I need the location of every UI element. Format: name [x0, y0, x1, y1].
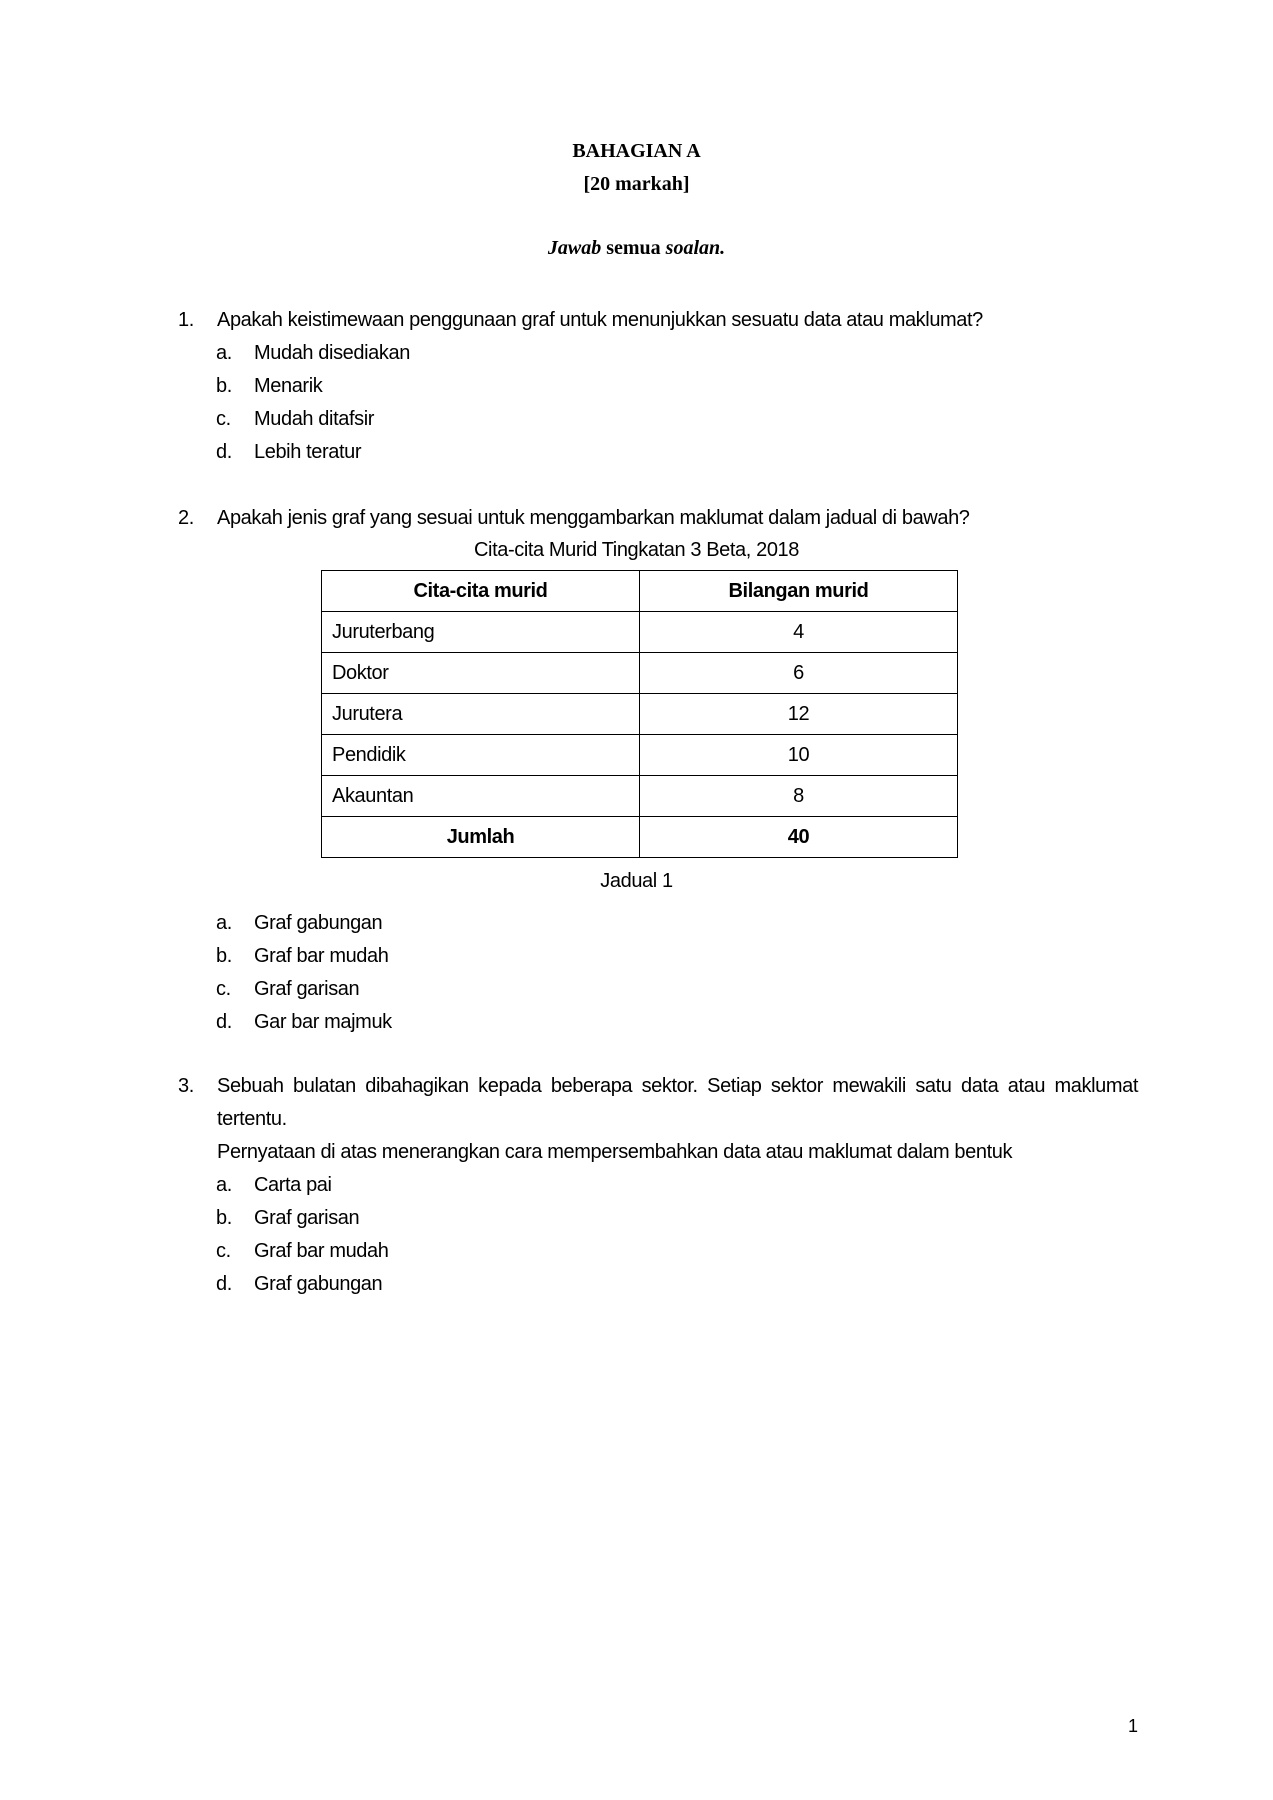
cell-career: Jurutera	[322, 694, 640, 735]
section-title: BAHAGIAN A	[572, 140, 701, 162]
option-d	[178, 436, 1138, 469]
question-stem-2: Pernyataan di atas menerangkan cara mempersembahkan data atau maklumat dalam bentuk	[217, 1141, 1013, 1163]
instruction-word-soalan: soalan.	[665, 237, 726, 259]
option-text: Menarik	[254, 375, 323, 397]
option-a	[178, 337, 1138, 370]
question-2-options	[178, 907, 1138, 1039]
cell-count: 12	[640, 694, 958, 735]
option-letter: b.	[216, 1207, 232, 1229]
instruction-word-semua: semua	[601, 237, 666, 259]
option-letter: a.	[216, 342, 232, 364]
option-d	[178, 1268, 1138, 1301]
option-letter: d.	[216, 1273, 232, 1295]
option-letter: c.	[216, 408, 231, 430]
cell-count: 8	[640, 776, 958, 817]
option-a	[178, 1169, 1138, 1202]
option-b	[178, 940, 1138, 973]
table-row	[322, 776, 958, 817]
option-text: Graf bar mudah	[254, 1240, 389, 1262]
question-1	[178, 304, 1138, 469]
section-marks: [20 markah]	[583, 173, 690, 195]
question-stem: Apakah jenis graf yang sesuai untuk menggambarkan maklumat dalam jadual di bawah?	[217, 507, 970, 529]
cell-career: Akauntan	[322, 776, 640, 817]
question-number: 3.	[178, 1075, 194, 1097]
option-text: Mudah disediakan	[254, 342, 410, 364]
cell-career: Juruterbang	[322, 612, 640, 653]
option-letter: a.	[216, 1174, 232, 1196]
table-row	[322, 653, 958, 694]
question-stem: Apakah keistimewaan penggunaan graf untuk menunjukkan sesuatu data atau maklumat?	[217, 309, 983, 331]
option-letter: a.	[216, 912, 232, 934]
option-b	[178, 370, 1138, 403]
option-text: Gar bar majmuk	[254, 1011, 392, 1033]
option-text: Lebih teratur	[254, 441, 362, 463]
total-value: 40	[640, 817, 958, 858]
instruction	[0, 237, 1273, 260]
option-a	[178, 907, 1138, 940]
cell-career: Doktor	[322, 653, 640, 694]
option-letter: b.	[216, 945, 232, 967]
option-c	[178, 403, 1138, 436]
question-number: 1.	[178, 309, 194, 331]
option-text: Graf gabungan	[254, 912, 383, 934]
option-c	[178, 1235, 1138, 1268]
column-header: Bilangan murid	[640, 571, 958, 612]
option-letter: c.	[216, 978, 231, 1000]
option-text: Mudah ditafsir	[254, 408, 375, 430]
page-number: 1	[1128, 1716, 1139, 1736]
cell-count: 10	[640, 735, 958, 776]
option-text: Graf bar mudah	[254, 945, 389, 967]
table-total-row	[322, 817, 958, 858]
question-number: 2.	[178, 507, 194, 529]
table-row	[322, 735, 958, 776]
question-stem: Sebuah bulatan dibahagikan kepada beberapa sektor. Setiap sektor mewakili satu data atau maklumat tertentu.	[217, 1075, 1138, 1130]
option-text: Graf gabungan	[254, 1273, 383, 1295]
option-text: Graf garisan	[254, 1207, 360, 1229]
table-row	[322, 612, 958, 653]
cell-career: Pendidik	[322, 735, 640, 776]
question-3	[178, 1070, 1138, 1301]
option-d	[178, 1006, 1138, 1039]
table-row	[322, 694, 958, 735]
option-letter: b.	[216, 375, 232, 397]
option-c	[178, 973, 1138, 1006]
option-b	[178, 1202, 1138, 1235]
option-letter: c.	[216, 1240, 231, 1262]
instruction-word-jawab: Jawab	[547, 237, 602, 259]
table-caption: Cita-cita Murid Tingkatan 3 Beta, 2018	[474, 539, 799, 561]
question-2	[178, 502, 1138, 535]
data-table	[321, 570, 958, 858]
column-header: Cita-cita murid	[322, 571, 640, 612]
option-text: Graf garisan	[254, 978, 360, 1000]
total-label: Jumlah	[322, 817, 640, 858]
option-text: Carta pai	[254, 1174, 332, 1196]
cell-count: 4	[640, 612, 958, 653]
cell-count: 6	[640, 653, 958, 694]
table-label: Jadual 1	[600, 870, 673, 892]
option-letter: d.	[216, 441, 232, 463]
option-letter: d.	[216, 1011, 232, 1033]
table-header-row	[322, 571, 958, 612]
